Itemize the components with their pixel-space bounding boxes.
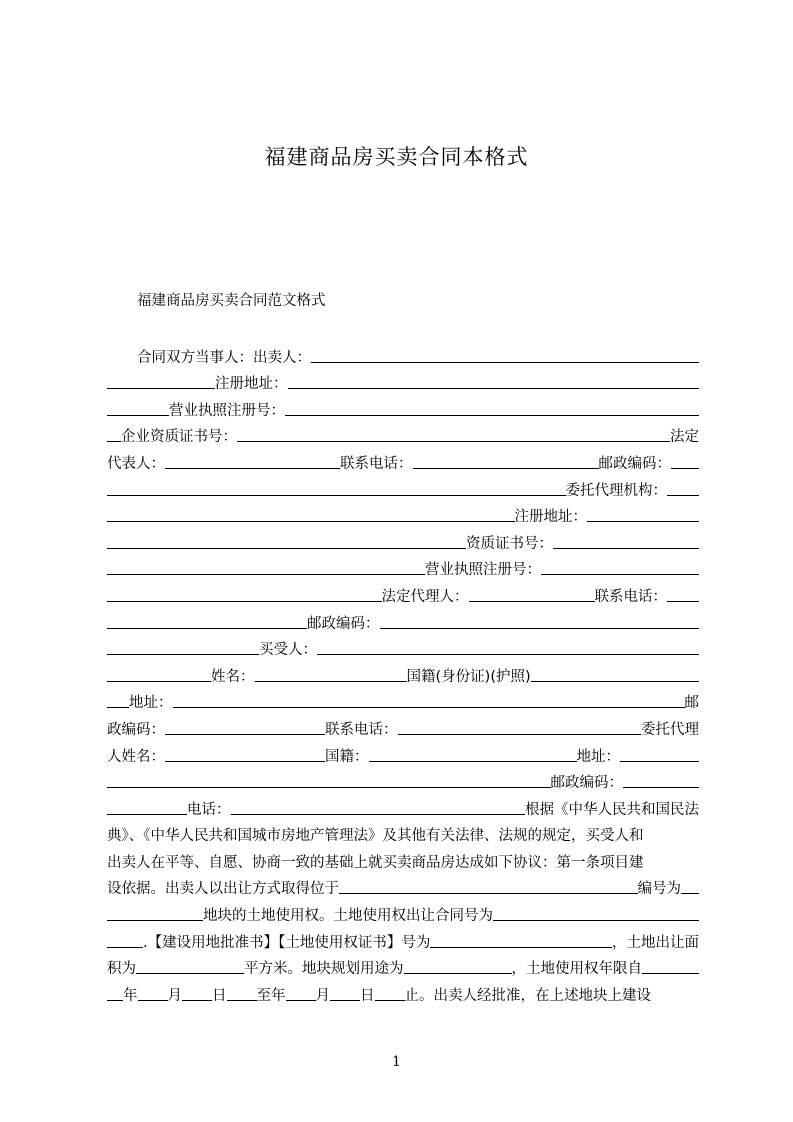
- buyer-agent-address-field-cont[interactable]: [107, 787, 551, 788]
- agreement-text: 出卖人在平等、自愿、协商一致的基础上就买卖商品房达成如下协议：第一条项目建: [107, 854, 644, 871]
- contract-line: [107, 739, 699, 766]
- land-term-label: ，土地使用权年限自: [511, 961, 642, 978]
- agency-postcode-field-cont[interactable]: [107, 654, 259, 655]
- document-title: 福建商品房买卖合同本格式: [264, 145, 529, 169]
- buyer-postcode-field[interactable]: [165, 734, 325, 735]
- buyer-agent-address-field[interactable]: [620, 761, 699, 762]
- construction-text: 止。出卖人经批准，在上述地块上建设: [404, 987, 651, 1004]
- buyer-address-field[interactable]: [173, 707, 685, 708]
- day-label: 日: [212, 987, 227, 1004]
- agency-field-cont[interactable]: [107, 521, 515, 522]
- buyer-agent-phone-field[interactable]: [231, 814, 526, 815]
- end-day-label: 日: [360, 987, 375, 1004]
- contract-line: [107, 606, 699, 633]
- agency-license-field-cont[interactable]: [107, 601, 382, 602]
- buyer-agent-nationality-field[interactable]: [369, 761, 577, 762]
- agency-address-label: 注册地址：: [514, 509, 587, 526]
- parcel-number-field[interactable]: [681, 893, 699, 894]
- buyer-agent-label-start: 委托代理: [641, 721, 699, 738]
- buyer-nationality-id-field-cont[interactable]: [107, 707, 129, 708]
- contract-line: [107, 872, 699, 899]
- end-field[interactable]: [375, 1000, 405, 1001]
- business-license-label: 营业执照注册号：: [169, 402, 285, 419]
- seller-address-label: 注册地址：: [215, 376, 288, 393]
- contract-line: [107, 420, 699, 447]
- land-certificate-field[interactable]: [430, 947, 612, 948]
- buyer-agent-postcode-field-cont[interactable]: [107, 814, 187, 815]
- to-year-label: 至年: [256, 987, 286, 1004]
- start-day-field[interactable]: [182, 1000, 212, 1001]
- contract-line: [107, 553, 699, 580]
- year-label: 年: [123, 987, 138, 1004]
- buyer-agent-name-field[interactable]: [165, 761, 325, 762]
- contract-line: [107, 845, 699, 872]
- agency-label: 委托代理机构：: [565, 482, 667, 499]
- parcel-number-label: 编号为: [637, 881, 681, 898]
- buyer-name-label: 姓名：: [211, 668, 255, 685]
- contract-line: [107, 766, 699, 793]
- end-day-field[interactable]: [330, 1000, 360, 1001]
- land-contract-field[interactable]: [493, 920, 699, 921]
- land-use-field[interactable]: [404, 973, 512, 974]
- agency-cert-label: 资质证书号：: [466, 535, 553, 552]
- land-certificate-label: .【建设用地批准书】【土地使用权证书】号为: [143, 934, 431, 951]
- buyer-agent-phone-label: 电话：: [187, 801, 231, 818]
- contract-line: [107, 686, 699, 713]
- land-term-start-field[interactable]: [642, 973, 699, 974]
- land-use-label: 平方米。地块规划用途为: [244, 961, 404, 978]
- start-month-field[interactable]: [138, 1000, 168, 1001]
- agency-cert-field-cont[interactable]: [107, 574, 425, 575]
- qualification-cert-label: 企业资质证书号：: [121, 429, 237, 446]
- contract-line: [107, 367, 699, 394]
- contract-line: [107, 446, 699, 473]
- buyer-address-label: 地址：: [129, 695, 173, 712]
- buyer-nationality-id-field[interactable]: [531, 681, 699, 682]
- buyer-field-cont[interactable]: [107, 681, 211, 682]
- seller-field-cont[interactable]: [107, 388, 215, 389]
- contract-line: [107, 792, 699, 819]
- agency-cert-field[interactable]: [553, 548, 699, 549]
- seller-phone-field[interactable]: [413, 468, 599, 469]
- contract-line: [107, 978, 699, 1005]
- legal-basis-text: 根据《中华人民共和国民法: [525, 801, 699, 818]
- contract-body: [107, 340, 699, 1005]
- buyer-name-field[interactable]: [255, 681, 407, 682]
- seller-postcode-label: 邮政编码：: [598, 455, 671, 472]
- contract-line: [107, 659, 699, 686]
- land-contract-label: 地块的土地使用权。土地使用权出让合同号为: [203, 908, 493, 925]
- project-location-field[interactable]: [339, 893, 638, 894]
- contract-line: [107, 340, 699, 367]
- seller-postcode-field-cont[interactable]: [107, 495, 566, 496]
- end-month-field[interactable]: [286, 1000, 316, 1001]
- agency-postcode-label: 邮政编码：: [307, 615, 380, 632]
- seller-address-field-cont[interactable]: [107, 415, 169, 416]
- start-year-field[interactable]: [107, 1000, 123, 1001]
- land-area-label: 积为: [107, 961, 136, 978]
- end-month-label: 月: [315, 987, 330, 1004]
- agency-address-field[interactable]: [587, 521, 699, 522]
- parcel-number-field-cont[interactable]: [107, 920, 203, 921]
- buyer-agent-nationality-label: 国籍：: [325, 748, 369, 765]
- buyer-agent-postcode-label: 邮政编码：: [550, 775, 623, 792]
- buyer-field[interactable]: [317, 654, 699, 655]
- business-license-field[interactable]: [285, 415, 699, 416]
- legal-agent-field[interactable]: [469, 601, 595, 602]
- project-location-label: 设依据。出卖人以出让方式取得位于: [107, 881, 339, 898]
- land-contract-field-cont[interactable]: [107, 947, 143, 948]
- agency-phone-field[interactable]: [667, 601, 699, 602]
- document-subtitle: 福建商品房买卖合同范文格式: [137, 293, 326, 309]
- business-license-field-cont[interactable]: [107, 441, 121, 442]
- agency-phone-field-cont[interactable]: [107, 628, 307, 629]
- buyer-postcode-label-start: 邮: [684, 695, 699, 712]
- representative-label: 代表人：: [107, 455, 165, 472]
- legal-label-start: 法定: [670, 429, 699, 446]
- buyer-agent-address-label: 地址：: [576, 748, 620, 765]
- buyer-agent-postcode-field[interactable]: [623, 787, 699, 788]
- contract-line: [107, 500, 699, 527]
- buyer-phone-label: 联系电话：: [325, 721, 398, 738]
- contract-line: [107, 473, 699, 500]
- seller-field[interactable]: [311, 362, 699, 363]
- contract-line: [107, 526, 699, 553]
- buyer-postcode-label: 政编码：: [107, 721, 165, 738]
- seller-postcode-field[interactable]: [671, 468, 699, 469]
- legal-agent-label: 法定代理人：: [381, 588, 469, 605]
- contract-line: [107, 579, 699, 606]
- seller-phone-label: 联系电话：: [340, 455, 413, 472]
- representative-field[interactable]: [165, 468, 340, 469]
- contract-line: [107, 898, 699, 925]
- agency-phone-label: 联系电话：: [594, 588, 667, 605]
- buyer-agent-name-label: 人姓名：: [107, 748, 165, 765]
- agency-field[interactable]: [667, 495, 699, 496]
- agency-license-label: 营业执照注册号：: [425, 562, 541, 579]
- qualification-cert-field[interactable]: [237, 441, 670, 442]
- contract-line: [107, 952, 699, 979]
- contract-line: [107, 819, 699, 846]
- contract-line: [107, 712, 699, 739]
- contract-line: [107, 633, 699, 660]
- contract-line: [107, 925, 699, 952]
- legal-basis-text-cont: 典》、《中华人民共和国城市房地产管理法》及其他有关法律、法规的规定，买受人和: [107, 828, 644, 845]
- agency-postcode-field[interactable]: [380, 628, 700, 629]
- contract-line: [107, 393, 699, 420]
- page-number: 1: [392, 1054, 401, 1070]
- seller-address-field[interactable]: [288, 388, 700, 389]
- agency-license-field[interactable]: [541, 574, 699, 575]
- end-year-field[interactable]: [227, 1000, 257, 1001]
- buyer-label: 买受人：: [259, 642, 317, 659]
- month-label: 月: [167, 987, 182, 1004]
- land-area-label-start: ，土地出让面: [612, 934, 699, 951]
- buyer-phone-field[interactable]: [398, 734, 642, 735]
- buyer-nationality-id-label: 国籍(身份证)(护照): [406, 668, 531, 685]
- seller-label: 合同双方当事人：出卖人：: [137, 349, 311, 366]
- agency-address-field-cont[interactable]: [107, 548, 466, 549]
- land-area-field[interactable]: [136, 973, 244, 974]
